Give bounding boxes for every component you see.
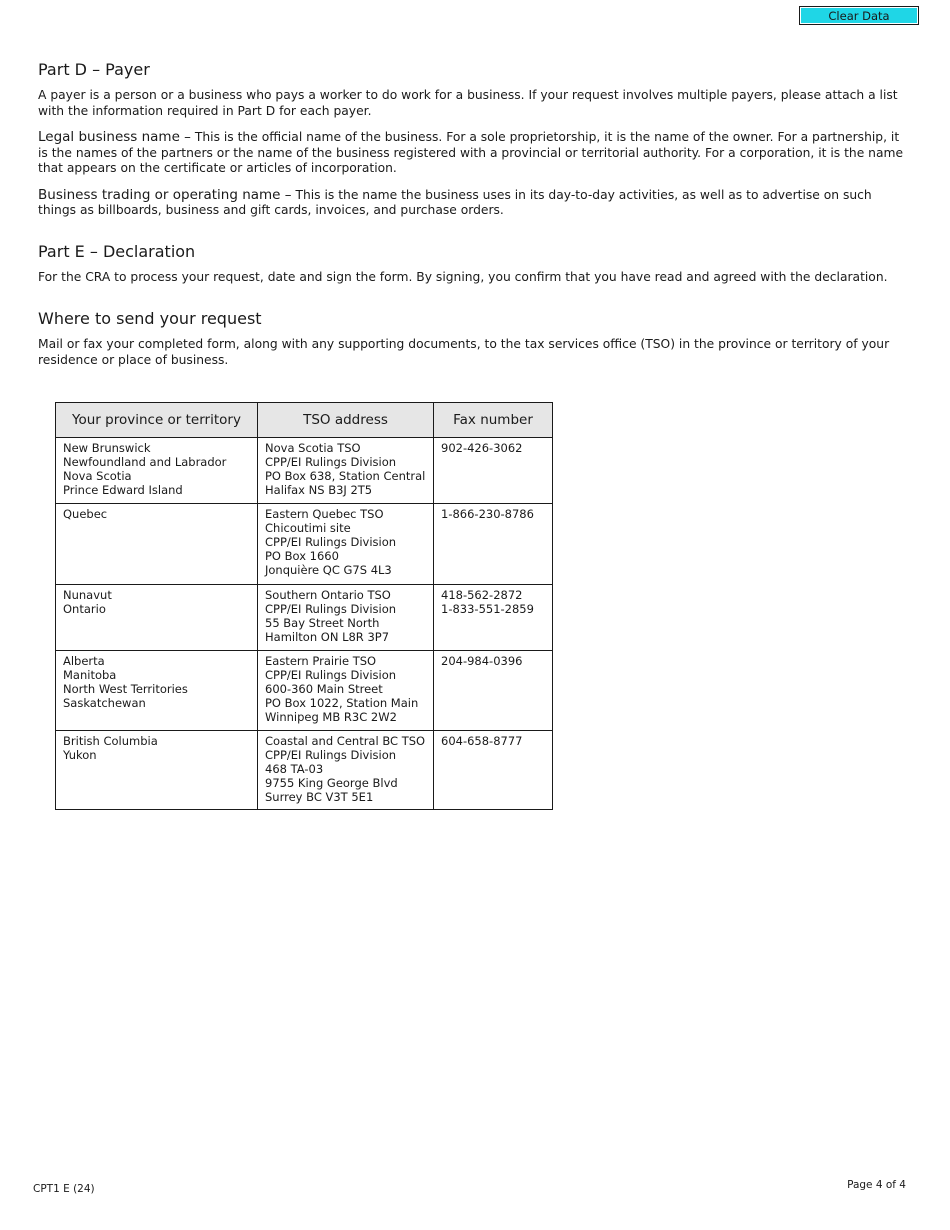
table-row — [56, 438, 553, 504]
table-row — [56, 651, 553, 731]
province-cell: British Columbia Yukon — [56, 731, 258, 810]
clear-data-button[interactable]: Clear Data — [799, 6, 919, 25]
fax-cell: 418-562-2872 1-833-551-2859 — [434, 585, 553, 651]
province-cell: Nunavut Ontario — [56, 585, 258, 651]
province-cell: Alberta Manitoba North West Territories Saskatchewan — [56, 651, 258, 731]
fax-cell: 204-984-0396 — [434, 651, 553, 731]
province-cell: Quebec — [56, 504, 258, 585]
fax-cell: 604-658-8777 — [434, 731, 553, 810]
header-fax-number: Fax number — [434, 403, 553, 438]
form-code: CPT1 E (24) — [33, 1183, 95, 1195]
fax-cell: 1-866-230-8786 — [434, 504, 553, 585]
form-content — [38, 58, 912, 368]
legal-name-paragraph — [38, 130, 912, 177]
page-number: Page 4 of 4 — [847, 1179, 906, 1191]
address-cell: Eastern Prairie TSO CPP/EI Rulings Division 600-360 Main Street PO Box 1022, Station Main Winnipeg MB R3C 2W2 — [258, 651, 434, 731]
table-row — [56, 731, 553, 810]
address-cell: Nova Scotia TSO CPP/EI Rulings Division PO Box 638, Station Central Halifax NS B3J 2T5 — [258, 438, 434, 504]
trading-name-text: This is the name the business uses in its day-to-day activities, as well as to advertise on such things as billboards, business and gift cards, invoices, and purchase orders. — [38, 187, 872, 217]
trading-name-term: Business trading or operating name – — [38, 186, 292, 203]
part-e-text: For the CRA to process your request, date and sign the form. By signing, you confirm that you have read and agreed with the declaration. — [38, 269, 888, 284]
legal-name-text: This is the official name of the business. For a sole proprietorship, it is the name of the owner. For a partnership, it is the names of the partners or the name of the business registered with a provincial or territorial authority. For a corporation, it is the name that appears on the certificate or articles of incorporation. — [38, 130, 904, 175]
legal-name-term: Legal business name – — [38, 129, 191, 145]
table-header-row — [56, 403, 553, 438]
table-row — [56, 585, 553, 651]
province-cell: New Brunswick Newfoundland and Labrador Nova Scotia Prince Edward Island — [56, 438, 258, 504]
part-e-heading: Part E – Declaration — [38, 241, 196, 261]
address-cell: Southern Ontario TSO CPP/EI Rulings Division 55 Bay Street North Hamilton ON L8R 3P7 — [258, 585, 434, 651]
header-province: Your province or territory — [56, 403, 258, 438]
table-row — [56, 504, 553, 585]
address-cell: Eastern Quebec TSO Chicoutimi site CPP/EI Rulings Division PO Box 1660 Jonquière QC G7S 4L3 — [258, 504, 434, 585]
fax-cell: 902-426-3062 — [434, 438, 553, 504]
send-request-heading: Where to send your request — [38, 309, 262, 328]
send-request-text: Mail or fax your completed form, along with any supporting documents, to the tax services office (TSO) in the province or territory of your residence or place of business. — [38, 337, 890, 367]
trading-name-paragraph — [38, 188, 912, 219]
part-d-heading: Part D – Payer — [38, 60, 150, 79]
tso-table — [55, 402, 553, 810]
header-tso-address: TSO address — [258, 403, 434, 438]
part-d-intro: A payer is a person or a business who pays a worker to do work for a business. If your request involves multiple payers, please attach a list with the information required in Part D for each payer. — [38, 88, 898, 118]
address-cell: Coastal and Central BC TSO CPP/EI Rulings Division 468 TA-03 9755 King George Blvd Surrey BC V3T 5E1 — [258, 731, 434, 810]
